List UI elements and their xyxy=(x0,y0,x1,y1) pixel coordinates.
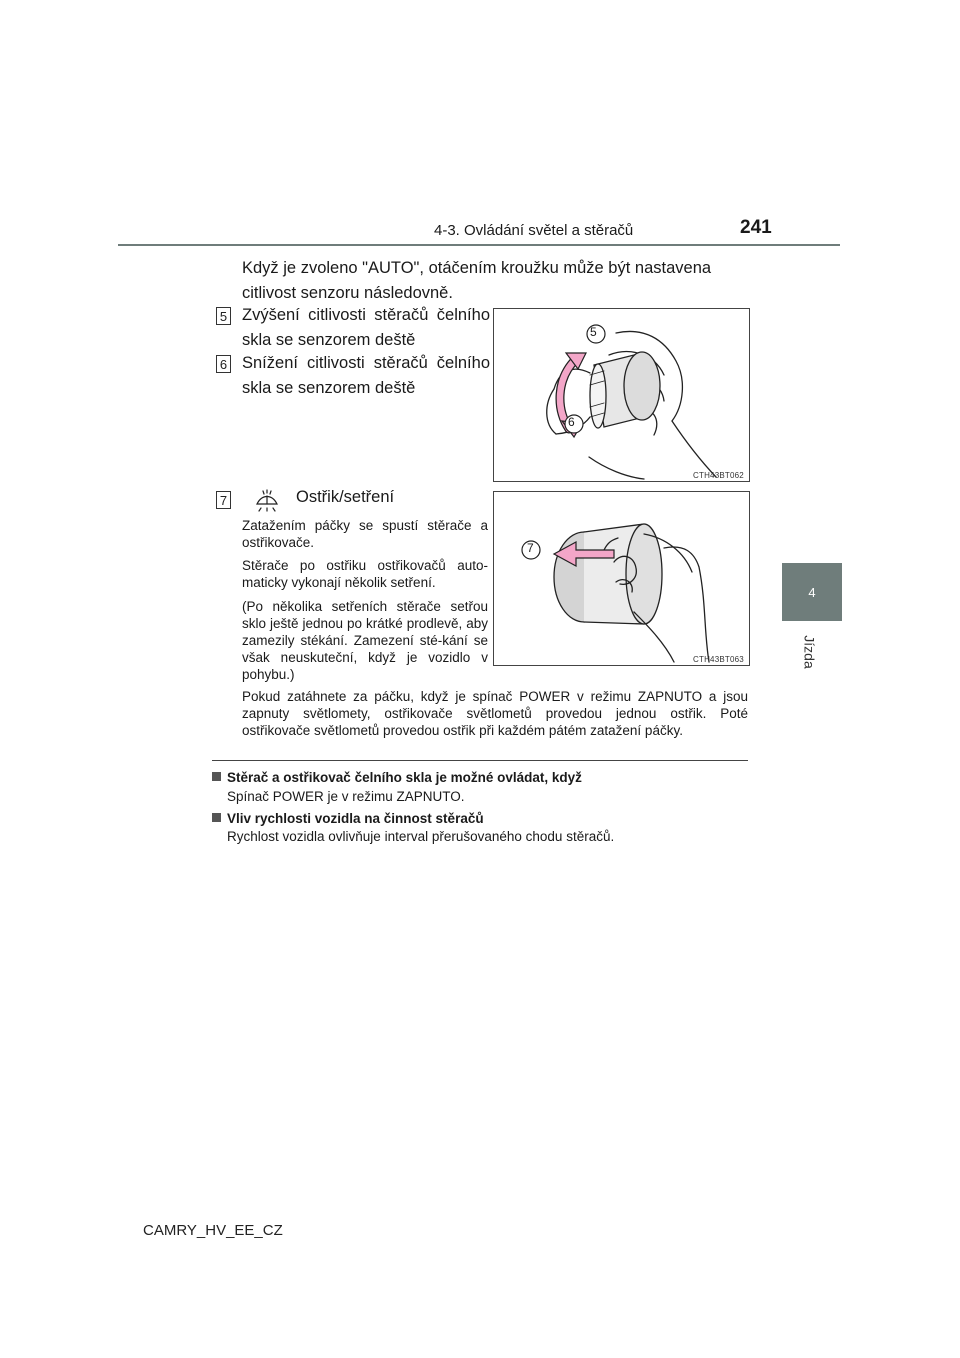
item-7-p1: Zatažením páčky se spustí stěrače a ostřikovače. xyxy=(242,518,488,550)
headlight-washer-note: Pokud zatáhnete za páčku, když je spínač POWER v režimu ZAPNUTO a jsou zapnuty světlomety, ostřikovače světlometů provedou jednou ostřik. Poté ostřikovače světlometů provedou ostřik při každém pátém zatažení páčky. xyxy=(242,689,748,738)
item-marker-7: 7 xyxy=(216,491,231,509)
section-title: 4-3. Ovládání světel a stěračů xyxy=(434,222,634,239)
bullet-2-title xyxy=(212,811,484,826)
bullet-2-body: Rychlost vozidla ovlivňuje interval přerušovaného chodu stěračů. xyxy=(227,829,615,844)
fig1-callout-5: 5 xyxy=(590,325,597,339)
item-7-p2: Stěrače po ostřiku ostřikovačů auto-maticky vykonají několik setření. xyxy=(242,558,488,590)
figure-sensitivity-ring xyxy=(493,308,750,482)
item-7-title: Ostřik/setření xyxy=(296,488,395,506)
bullet-2-title-text: Vliv rychlosti vozidla na činnost stěračů xyxy=(227,811,484,826)
washer-icon xyxy=(254,488,280,517)
item-5-text: Zvýšení citlivosti stěračů čelního skla se senzorem deště xyxy=(242,306,490,349)
item-marker-5: 5 xyxy=(216,307,231,325)
header-divider xyxy=(118,244,840,246)
document-code: CAMRY_HV_EE_CZ xyxy=(143,1222,283,1239)
fig2-code: CTH43BT063 xyxy=(693,655,744,664)
bullet-1-title xyxy=(212,770,582,785)
bullet-1-body: Spínač POWER je v režimu ZAPNUTO. xyxy=(227,789,465,804)
fig1-callout-6: 6 xyxy=(568,415,575,429)
sensitivity-ring-illustration xyxy=(494,309,749,481)
item-7-p3: (Po několika setřeních stěrače setřou sklo ještě jednou po krátké prodlevě, aby zamezily stékání. Zamezení sté-kání se však neuskuteční, když je vozidlo v pohybu.) xyxy=(242,599,488,682)
item-marker-6: 6 xyxy=(216,355,231,373)
bullet-square-icon xyxy=(212,772,221,781)
figure-washer-pull xyxy=(493,491,750,666)
item-6-text: Snížení citlivosti stěračů čelního skla se senzorem deště xyxy=(242,354,490,397)
chapter-label xyxy=(788,622,832,682)
bullet-1-title-text: Stěrač a ostřikovač čelního skla je možné ovládat, když xyxy=(227,770,582,785)
chapter-number: 4 xyxy=(808,584,816,600)
page-number: 241 xyxy=(740,217,772,238)
fig1-code: CTH43BT062 xyxy=(693,471,744,480)
bullet-square-icon xyxy=(212,813,221,822)
intro-paragraph: Když je zvoleno "AUTO", otáčením kroužku může být nastavena citlivost senzoru následovně. xyxy=(242,259,712,302)
fig2-callout-7: 7 xyxy=(527,541,534,555)
washer-pull-illustration xyxy=(494,492,749,665)
chapter-tab xyxy=(782,563,842,621)
section-divider xyxy=(212,760,748,761)
chapter-label-text: Jízda xyxy=(802,635,818,669)
